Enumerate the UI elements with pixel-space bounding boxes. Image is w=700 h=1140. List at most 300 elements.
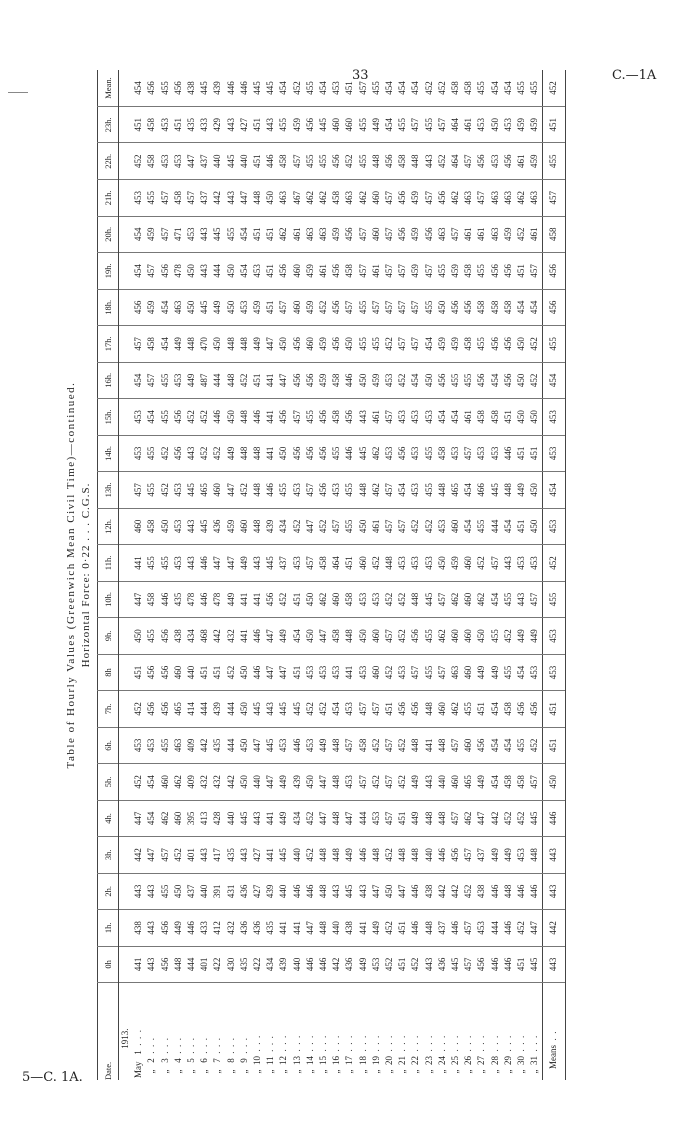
- value-cell: 448: [528, 837, 542, 873]
- value-cell: 447: [396, 873, 409, 909]
- mean-value-cell: 453: [542, 508, 565, 545]
- value-cell: 465: [462, 764, 475, 800]
- value-cell: 459: [291, 106, 304, 143]
- empty-cell: [119, 618, 133, 654]
- value-cell: 458: [317, 545, 330, 582]
- table-row: [423, 70, 436, 1080]
- value-cell: 455: [159, 399, 172, 436]
- value-cell: 457: [423, 253, 436, 290]
- value-cell: 457: [291, 399, 304, 436]
- value-cell: 457: [436, 106, 449, 143]
- value-cell: 453: [291, 472, 304, 509]
- mean-value-cell: 453: [542, 435, 565, 472]
- value-cell: 447: [264, 764, 277, 800]
- value-cell: 451: [475, 691, 488, 727]
- value-cell: 457: [277, 289, 290, 326]
- value-cell: 452: [383, 654, 396, 690]
- value-cell: 452: [172, 837, 185, 873]
- value-cell: 456: [475, 727, 488, 763]
- value-cell: 450: [225, 289, 238, 326]
- empty-cell: [119, 180, 133, 217]
- column-header: 0h: [98, 946, 119, 982]
- value-cell: 459: [449, 253, 462, 290]
- table-row: [357, 70, 370, 1080]
- value-cell: 446: [291, 873, 304, 909]
- value-cell: 455: [357, 106, 370, 143]
- value-cell: 455: [475, 253, 488, 290]
- value-cell: 454: [291, 618, 304, 654]
- value-cell: 441: [291, 910, 304, 946]
- mean-value-cell: 451: [542, 691, 565, 727]
- column-header: 20h.: [98, 216, 119, 253]
- value-cell: 450: [304, 618, 317, 654]
- value-cell: 427: [251, 837, 264, 873]
- value-cell: 453: [436, 508, 449, 545]
- column-header: 10h.: [98, 581, 119, 618]
- value-cell: 422: [251, 946, 264, 982]
- value-cell: 440: [185, 654, 198, 690]
- value-cell: 445: [343, 873, 356, 909]
- value-cell: 446: [225, 81, 236, 95]
- value-cell: 451: [251, 143, 264, 180]
- value-cell: 457: [383, 764, 396, 800]
- value-cell: 448: [370, 837, 383, 873]
- value-cell: 462: [357, 180, 370, 217]
- date-cell: „ 6 . . .: [198, 983, 211, 1080]
- column-header: 13h.: [98, 472, 119, 509]
- value-cell: 453: [357, 581, 370, 618]
- value-cell: 447: [185, 143, 198, 180]
- value-cell: 454: [502, 81, 513, 95]
- value-cell: 454: [462, 472, 475, 509]
- value-cell: 451: [198, 654, 211, 690]
- value-cell: 454: [436, 399, 449, 436]
- value-cell: 463: [343, 180, 356, 217]
- value-cell: 432: [198, 764, 211, 800]
- value-cell: 454: [502, 508, 515, 545]
- empty-cell: [119, 326, 133, 363]
- value-cell: 444: [225, 727, 238, 763]
- column-header: 9h.: [98, 618, 119, 654]
- table-row: [132, 70, 145, 1080]
- value-cell: 412: [211, 910, 224, 946]
- value-cell: 435: [238, 946, 251, 982]
- value-cell: 456: [277, 253, 290, 290]
- value-cell: 454: [145, 800, 158, 836]
- value-cell: 460: [330, 581, 343, 618]
- value-cell: 452: [515, 910, 528, 946]
- value-cell: 459: [225, 508, 238, 545]
- mean-value-cell: 456: [542, 289, 565, 326]
- value-cell: 449: [489, 837, 502, 873]
- value-cell: 458: [145, 106, 158, 143]
- empty-cell: [119, 727, 133, 763]
- value-cell: 471: [172, 216, 185, 253]
- value-cell: 451: [172, 106, 185, 143]
- value-cell: 449: [225, 435, 238, 472]
- value-cell: 441: [277, 910, 290, 946]
- value-cell: 451: [291, 581, 304, 618]
- value-cell: 460: [462, 545, 475, 582]
- value-cell: 429: [211, 106, 224, 143]
- value-cell: 459: [436, 326, 449, 363]
- value-cell: 442: [211, 618, 224, 654]
- value-cell: 463: [172, 289, 185, 326]
- empty-cell: [119, 143, 133, 180]
- table-row: [449, 70, 462, 1080]
- value-cell: 453: [515, 545, 528, 582]
- value-cell: 450: [211, 326, 224, 363]
- date-cell: „ 28 . . .: [489, 983, 502, 1080]
- value-cell: 455: [357, 326, 370, 363]
- value-cell: 450: [436, 289, 449, 326]
- value-cell: 458: [475, 289, 488, 326]
- value-cell: 443: [185, 435, 198, 472]
- value-cell: 456: [396, 180, 409, 217]
- value-cell: 452: [528, 727, 542, 763]
- value-cell: 453: [370, 800, 383, 836]
- value-cell: 457: [159, 837, 172, 873]
- date-cell: „ 21 . . .: [396, 983, 409, 1080]
- value-cell: 446: [343, 435, 356, 472]
- value-cell: 448: [423, 691, 436, 727]
- value-cell: 438: [475, 873, 488, 909]
- value-cell: 457: [357, 691, 370, 727]
- value-cell: 448: [357, 472, 370, 509]
- value-cell: 468: [198, 618, 211, 654]
- table-row: [145, 70, 158, 1080]
- value-cell: 450: [172, 873, 185, 909]
- value-cell: 456: [436, 180, 449, 217]
- value-cell: 449: [172, 326, 185, 363]
- value-cell: 432: [225, 910, 238, 946]
- value-cell: 457: [383, 180, 396, 217]
- value-cell: 447: [132, 581, 145, 618]
- date-cell: „ 5 . . .: [185, 983, 198, 1080]
- value-cell: 454: [145, 399, 158, 436]
- table-row: [475, 70, 488, 1080]
- value-cell: 462: [449, 691, 462, 727]
- mean-value-cell: 455: [542, 143, 565, 180]
- value-cell: 450: [515, 326, 528, 363]
- value-cell: 446: [251, 399, 264, 436]
- value-cell: 443: [238, 837, 251, 873]
- value-cell: 454: [397, 81, 408, 95]
- table-row: [225, 70, 238, 1080]
- value-cell: 456: [449, 837, 462, 873]
- value-cell: 452: [291, 81, 302, 95]
- value-cell: 447: [264, 618, 277, 654]
- value-cell: 453: [172, 472, 185, 509]
- value-cell: 448: [383, 545, 396, 582]
- value-cell: 450: [185, 289, 198, 326]
- value-cell: 458: [277, 143, 290, 180]
- value-cell: 465: [198, 472, 211, 509]
- value-cell: 449: [172, 910, 185, 946]
- value-cell: 459: [304, 289, 317, 326]
- empty-cell: [119, 216, 133, 253]
- value-cell: 460: [449, 508, 462, 545]
- value-cell: 453: [423, 545, 436, 582]
- value-cell: 443: [185, 545, 198, 582]
- value-cell: 455: [423, 654, 436, 690]
- value-cell: 448: [409, 143, 422, 180]
- value-cell: 462: [475, 581, 488, 618]
- value-cell: 440: [211, 143, 224, 180]
- table-header-row: [98, 70, 119, 1080]
- value-cell: 455: [145, 545, 158, 582]
- value-cell: 452: [198, 435, 211, 472]
- value-cell: 447: [343, 800, 356, 836]
- value-cell: 456: [145, 691, 158, 727]
- value-cell: 459: [145, 289, 158, 326]
- value-cell: 456: [449, 289, 462, 326]
- value-cell: 451: [291, 654, 304, 690]
- value-cell: 463: [502, 180, 515, 217]
- value-cell: 452: [396, 362, 409, 399]
- value-cell: 457: [396, 508, 409, 545]
- value-cell: 455: [370, 326, 383, 363]
- value-cell: 454: [278, 81, 289, 95]
- value-cell: 456: [159, 946, 172, 982]
- empty-cell: [119, 253, 133, 290]
- value-cell: 443: [251, 800, 264, 836]
- value-cell: 452: [396, 764, 409, 800]
- value-cell: 446: [251, 618, 264, 654]
- mean-value-cell: 453: [542, 618, 565, 654]
- column-header: 19h.: [98, 253, 119, 290]
- value-cell: 457: [436, 581, 449, 618]
- value-cell: 452: [423, 508, 436, 545]
- value-cell: 395: [185, 800, 198, 836]
- value-cell: 428: [211, 800, 224, 836]
- value-cell: 457: [489, 545, 502, 582]
- value-cell: 452: [185, 399, 198, 436]
- value-cell: 448: [225, 326, 238, 363]
- value-cell: 459: [370, 362, 383, 399]
- value-cell: 458: [396, 143, 409, 180]
- value-cell: 461: [370, 508, 383, 545]
- value-cell: 457: [449, 727, 462, 763]
- value-cell: 462: [449, 581, 462, 618]
- value-cell: 450: [423, 362, 436, 399]
- value-cell: 455: [423, 618, 436, 654]
- value-cell: 451: [211, 654, 224, 690]
- value-cell: 435: [211, 727, 224, 763]
- value-cell: 451: [396, 946, 409, 982]
- value-cell: 460: [330, 106, 343, 143]
- value-cell: 443: [132, 873, 145, 909]
- value-cell: 451: [515, 253, 528, 290]
- value-cell: 448: [317, 873, 330, 909]
- value-cell: 443: [357, 399, 370, 436]
- value-cell: 455: [159, 362, 172, 399]
- value-cell: 439: [211, 691, 224, 727]
- value-cell: 459: [449, 326, 462, 363]
- value-cell: 447: [211, 545, 224, 582]
- value-cell: 451: [251, 362, 264, 399]
- value-cell: 451: [264, 289, 277, 326]
- mean-value-cell: 455: [542, 326, 565, 363]
- value-cell: 440: [436, 764, 449, 800]
- value-cell: 446: [251, 654, 264, 690]
- value-cell: 453: [185, 216, 198, 253]
- value-cell: 455: [423, 106, 436, 143]
- value-cell: 452: [383, 837, 396, 873]
- value-cell: 453: [343, 691, 356, 727]
- date-cell: „ 11 . . .: [264, 983, 277, 1080]
- value-cell: 456: [396, 216, 409, 253]
- value-cell: 401: [185, 837, 198, 873]
- value-cell: 455: [145, 180, 158, 217]
- value-cell: 445: [238, 800, 251, 836]
- value-cell: 455: [423, 289, 436, 326]
- value-cell: 461: [317, 253, 330, 290]
- value-cell: 460: [436, 691, 449, 727]
- mean-value-cell: 446: [542, 800, 565, 836]
- value-cell: 440: [330, 910, 343, 946]
- date-cell: „ 13 . . .: [291, 983, 304, 1080]
- value-cell: 454: [330, 691, 343, 727]
- column-header: 23h.: [98, 106, 119, 143]
- value-cell: 436: [251, 910, 264, 946]
- value-cell: 453: [132, 435, 145, 472]
- value-cell: 442: [198, 727, 211, 763]
- column-header: 15h.: [98, 399, 119, 436]
- value-cell: 454: [409, 362, 422, 399]
- value-cell: 457: [357, 253, 370, 290]
- date-cell: „ 15 . . .: [317, 983, 330, 1080]
- value-cell: 452: [528, 362, 542, 399]
- value-cell: 447: [132, 800, 145, 836]
- value-cell: 456: [159, 910, 172, 946]
- empty-cell: [119, 800, 133, 836]
- value-cell: 457: [409, 326, 422, 363]
- value-cell: 452: [396, 727, 409, 763]
- value-cell: 457: [462, 143, 475, 180]
- date-cell: „ 20 . . .: [383, 983, 396, 1080]
- value-cell: 413: [198, 800, 211, 836]
- value-cell: 427: [251, 873, 264, 909]
- value-cell: 444: [198, 691, 211, 727]
- value-cell: 455: [462, 691, 475, 727]
- value-cell: 460: [449, 618, 462, 654]
- value-cell: 440: [225, 800, 238, 836]
- value-cell: 448: [502, 873, 515, 909]
- value-cell: 463: [277, 180, 290, 217]
- value-cell: 446: [304, 946, 317, 982]
- value-cell: 452: [462, 873, 475, 909]
- value-cell: 442: [489, 800, 502, 836]
- value-cell: 447: [304, 508, 317, 545]
- mean-value-cell: 453: [542, 399, 565, 436]
- value-cell: 455: [304, 399, 317, 436]
- value-cell: 459: [502, 216, 515, 253]
- value-cell: 448: [251, 508, 264, 545]
- value-cell: 450: [357, 362, 370, 399]
- value-cell: 440: [251, 764, 264, 800]
- value-cell: 459: [330, 216, 343, 253]
- value-cell: 461: [370, 253, 383, 290]
- value-cell: 452: [370, 727, 383, 763]
- value-cell: 453: [172, 143, 185, 180]
- value-cell: 450: [238, 764, 251, 800]
- value-cell: 457: [383, 253, 396, 290]
- value-cell: 443: [198, 216, 211, 253]
- value-cell: 462: [317, 180, 330, 217]
- value-cell: 438: [186, 81, 197, 95]
- value-cell: 449: [502, 837, 515, 873]
- value-cell: 448: [396, 837, 409, 873]
- value-cell: 452: [317, 508, 330, 545]
- value-cell: 455: [343, 472, 356, 509]
- value-cell: 450: [277, 326, 290, 363]
- value-cell: 446: [291, 727, 304, 763]
- value-cell: 465: [449, 472, 462, 509]
- value-cell: 456: [383, 143, 396, 180]
- date-cell: „ 9 . . .: [238, 983, 251, 1080]
- value-cell: 439: [212, 81, 223, 95]
- value-cell: 457: [383, 399, 396, 436]
- value-cell: 456: [304, 106, 317, 143]
- value-cell: 455: [304, 81, 315, 95]
- value-cell: 467: [291, 180, 304, 217]
- value-cell: 459: [317, 362, 330, 399]
- value-cell: 456: [475, 946, 488, 982]
- value-cell: 445: [449, 946, 462, 982]
- value-cell: 457: [383, 289, 396, 326]
- value-cell: 446: [317, 946, 330, 982]
- value-cell: 452: [383, 581, 396, 618]
- value-cell: 457: [159, 216, 172, 253]
- table-row: [462, 70, 475, 1080]
- value-cell: 451: [132, 106, 145, 143]
- mean-value-cell: 454: [542, 472, 565, 509]
- value-cell: 450: [343, 326, 356, 363]
- date-cell: „ 23 . . .: [423, 983, 436, 1080]
- value-cell: 458: [489, 399, 502, 436]
- value-cell: 445: [265, 81, 276, 95]
- table-row: [198, 70, 211, 1080]
- value-cell: 459: [449, 545, 462, 582]
- table-row: [264, 70, 277, 1080]
- value-cell: 449: [370, 910, 383, 946]
- value-cell: 455: [159, 545, 172, 582]
- value-cell: 457: [409, 654, 422, 690]
- column-header: 5h.: [98, 764, 119, 800]
- table-row: [515, 70, 528, 1080]
- value-cell: 453: [396, 654, 409, 690]
- date-cell: „ 29 . . .: [502, 983, 515, 1080]
- page-number: 33: [352, 68, 369, 83]
- value-cell: 457: [383, 727, 396, 763]
- value-cell: 448: [251, 180, 264, 217]
- value-cell: 455: [159, 873, 172, 909]
- value-cell: 460: [370, 654, 383, 690]
- value-cell: 456: [145, 654, 158, 690]
- value-cell: 458: [330, 180, 343, 217]
- value-cell: 443: [264, 691, 277, 727]
- table-row: [489, 70, 502, 1080]
- value-cell: 458: [462, 253, 475, 290]
- value-cell: 453: [449, 435, 462, 472]
- value-cell: 460: [462, 727, 475, 763]
- value-cell: 450: [528, 508, 542, 545]
- value-cell: 447: [225, 472, 238, 509]
- value-cell: 446: [159, 581, 172, 618]
- value-cell: 456: [304, 435, 317, 472]
- value-cell: 458: [489, 289, 502, 326]
